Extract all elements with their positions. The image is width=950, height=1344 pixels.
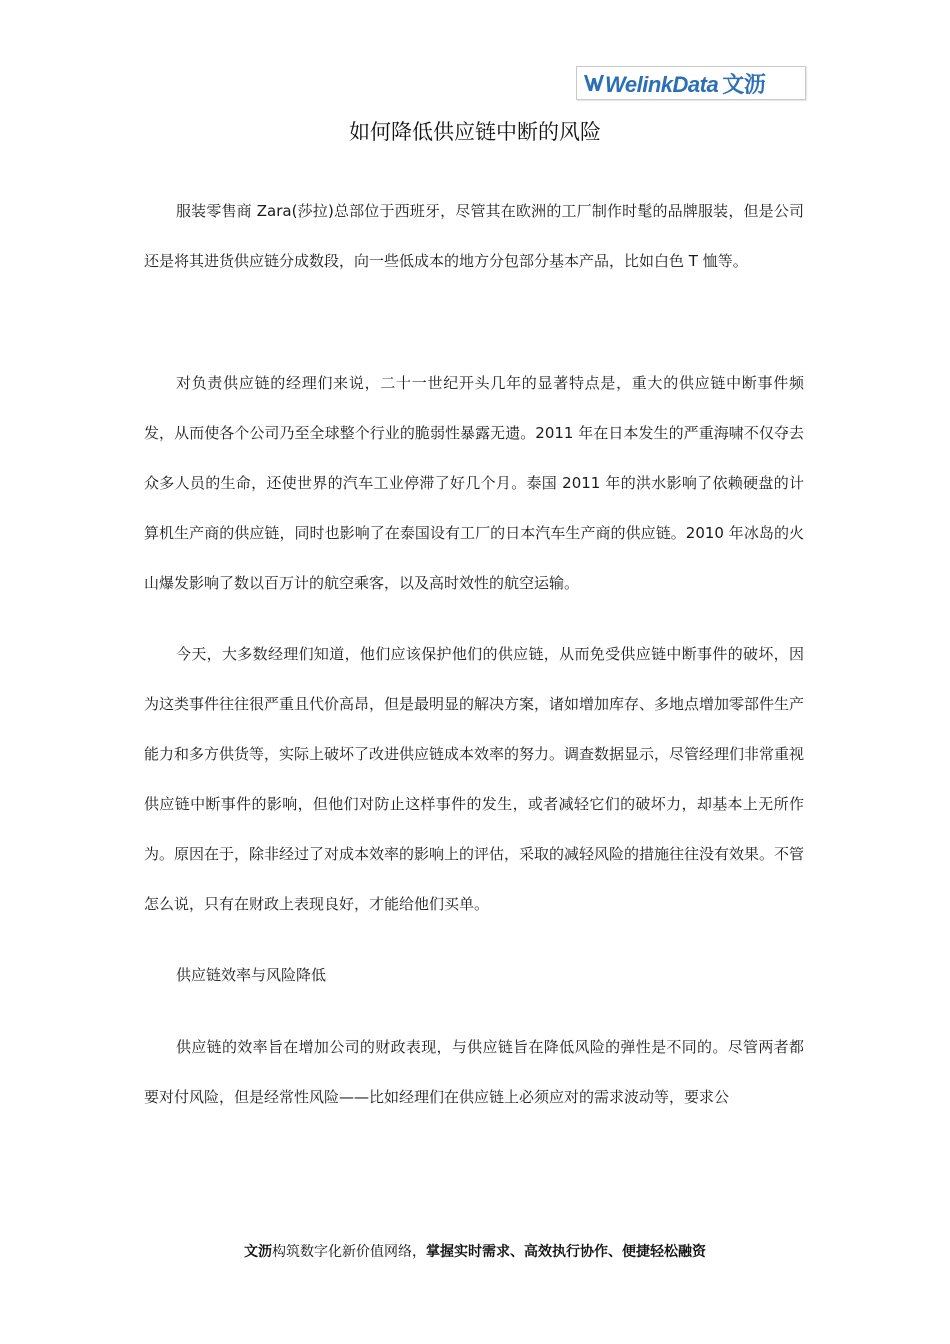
footer-brand: 文沥 (244, 1244, 272, 1260)
section-heading: 供应链效率与风险降低 (176, 966, 327, 984)
footer-slogan: 掌握实时需求、高效执行协作、便捷轻松融资 (426, 1244, 706, 1260)
document-title: 如何降低供应链中断的风险 (349, 120, 601, 144)
logo-mark-icon (583, 72, 605, 94)
page-footer (0, 1241, 950, 1261)
logo-chinese-name: 文沥 (722, 71, 766, 97)
company-logo (576, 66, 806, 100)
paragraph-1: 服装零售商 Zara(莎拉)总部位于西班牙，尽管其在欧洲的工厂制作时髦的品牌服装，但是公司还是将其进货供应链分成数段，向一些低成本的地方分包部分基本产品，比如白色 T 恤等。 (144, 202, 804, 270)
logo-wordmark: WelinkData (605, 71, 719, 97)
footer-middle: 构筑数字化新价值网络， (272, 1244, 426, 1260)
paragraph-3: 今天，大多数经理们知道，他们应该保护他们的供应链，从而免受供应链中断事件的破坏，因为这类事件往往很严重且代价高昂，但是最明显的解决方案，诸如增加库存、多地点增加零部件生产能力和多方供货等，实际上破坏了改进供应链成本效率的努力。调查数据显示，尽管经理们非常重视供应链中断事件的影响，但他们对防止这样事件的发生，或者减轻它们的破坏力，却基本上无所作为。原因在于，除非经过了对成本效率的影响上的评估，采取的减轻风险的措施往往没有效果。不管怎么说，只有在财政上表现良好，才能给他们买单。 (144, 645, 805, 913)
paragraph-2: 对负责供应链的经理们来说，二十一世纪开头几年的显著特点是，重大的供应链中断事件频发，从而使各个公司乃至全球整个行业的脆弱性暴露无遗。2011 年在日本发生的严重海啸不仅夺去众多人员的生命，还使世界的汽车工业停滞了好几个月。泰国 2011 年的洪水影响了依赖硬盘的计算机生产商的供应链，同时也影响了在泰国设有工厂的日本汽车生产商的供应链。2010 年冰岛的火山爆发影响了数以百万计的航空乘客，以及高时效性的航空运输。 (144, 374, 804, 592)
paragraph-4: 供应链的效率旨在增加公司的财政表现，与供应链旨在降低风险的弹性是不同的。尽管两者都要对付风险，但是经常性风险——比如经理们在供应链上必须应对的需求波动等，要求公 (144, 1038, 804, 1106)
logo-text (605, 68, 765, 99)
